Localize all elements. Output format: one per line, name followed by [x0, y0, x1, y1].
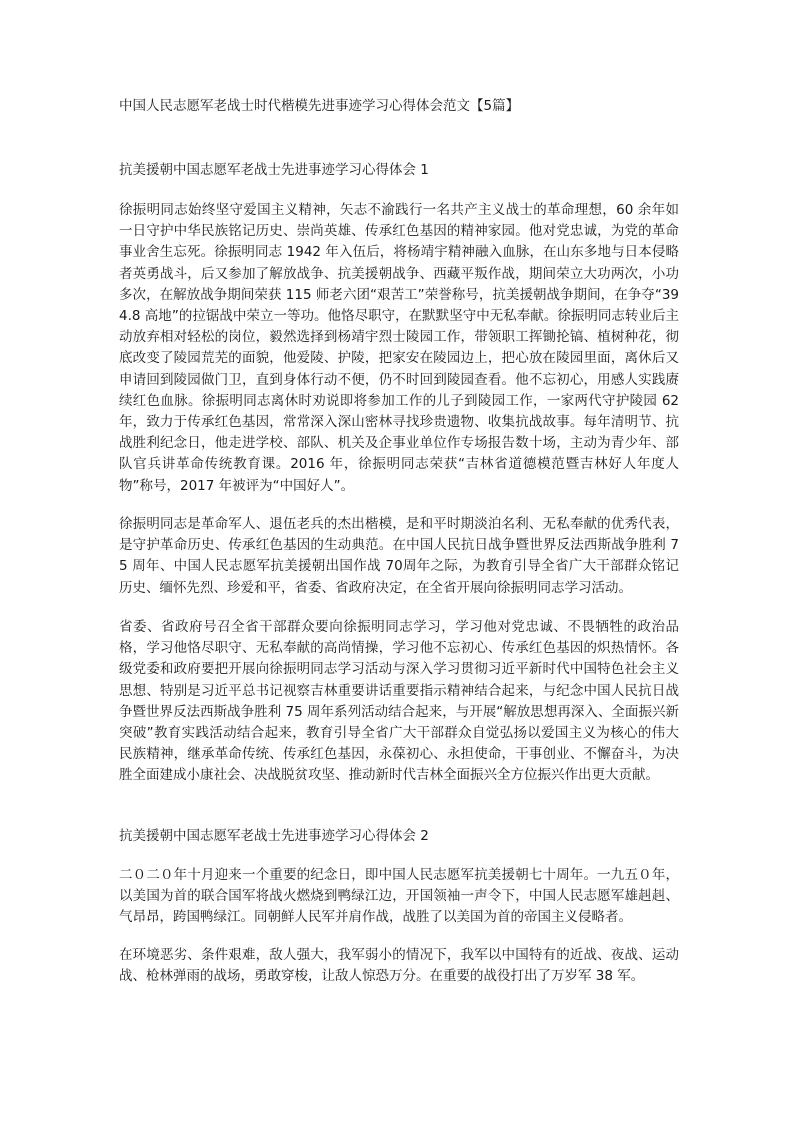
section-1-paragraph-3: 省委、省政府号召全省干部群众要向徐振明同志学习，学习他对党忠诚、不畏牺牲的政治品格，学习他恪尽职守、无私奉献的高尚情操，学习他不忘初心、传承红色基因的炽热情怀。各级党委和政府要把开展向徐振明同志学习活动与深入学习贯彻习近平新时代中国特色社会主义思想、特别是习近平总书记视察吉林重要讲话重要指示精神结合起来，与纪念中国人民抗日战争暨世界反法西斯战争胜利 75 周年系列活动结合起来，与开展“解放思想再深入、全面振兴新突破”教育实践活动结合起来，教育引导全省广大干部群众自觉弘扬以爱国主义为核心的伟大民族精神，继承革命传统、传承红色基因，永葆初心、永担使命，干事创业、不懈奋斗，为决胜全面建成小康社会、决战脱贫攻坚、推动新时代吉林全面振兴全方位振兴作出更大贡献。: [119, 619, 679, 784]
section-1-paragraph-2: 徐振明同志是革命军人、退伍老兵的杰出楷模，是和平时期淡泊名利、无私奉献的优秀代表，是守护革命历史、传承红色基因的生动典范。在中国人民抗日战争暨世界反法西斯战争胜利 75 周年、中国人民志愿军抗美援朝出国作战 70周年之际，为教育引导全省广大干部群众铭记历史、缅怀先烈、珍爱和平，省委、省政府决定，在全省开展向徐振明同志学习活动。: [119, 516, 679, 596]
section-1-paragraph-1: 徐振明同志始终坚守爱国主义精神，矢志不渝践行一名共产主义战士的革命理想，60 余年如一日守护中华民族铭记历史、崇尚英雄、传承红色基因的精神家园。他对党忠诚，为党的革命事业舍生忘死。徐振明同志 1942 年入伍后，将杨靖宇精神融入血脉，在山东多地与日本侵略者英勇战斗，后又参加了解放战争、抗美援朝战争、西藏平叛作战，期间荣立大功两次，小功多次，在解放战争期间荣获 115 师老六团“艰苦工”荣誉称号，抗美援朝战争期间，在争夺“394.8 高地”的拉锯战中荣立一等功。他恪尽职守，在默默坚守中无私奉献。徐振明同志转业后主动放弃相对轻松的岗位，毅然选择到杨靖宇烈士陵园工作，带领职工挥锄抡镐、植树种花，彻底改变了陵园荒芜的面貌，他爱陵、护陵，把家安在陵园边上，把心放在陵园里面，离休后又申请回到陵园做门卫，直到身体行动不便，仍不时回到陵园查看。他不忘初心，用感人实践赓续红色血脉。徐振明同志离休时劝说即将参加工作的儿子到陵园工作，一家两代守护陵园 62 年，致力于传承红色基因，常常深入深山密林寻找珍贵遗物、收集抗战故事。每年清明节、抗战胜利纪念日，他走进学校、部队、机关及企事业单位作专场报告数十场，主动为青少年、部队官兵讲革命传统教育课。2016 年，徐振明同志荣获“吉林省道德模范暨吉林好人年度人物”称号，2017 年被评为“中国好人”。: [119, 202, 679, 494]
section-2-paragraph-2: 在环境恶劣、条件艰难，敌人强大，我军弱小的情况下，我军以中国特有的近战、夜战、运动战、枪林弹雨的战场，勇敢穿梭，让敌人惊恐万分。在重要的战役打出了万岁军 38 军。: [119, 947, 679, 985]
section-heading-2: 抗美援朝中国志愿军老战士先进事迹学习心得体会 2: [119, 828, 429, 844]
document-title: 中国人民志愿军老战士时代楷模先进事迹学习心得体会范文【5篇】: [119, 98, 520, 114]
section-2-paragraph-1: 二０二０年十月迎来一个重要的纪念日，即中国人民志愿军抗美援朝七十周年。一九五０年，以美国为首的联合国军将战火燃烧到鸭绿江边，开国领袖一声令下，中国人民志愿军雄赳赳、气昂昂，跨国鸭绿江。同朝鲜人民军并肩作战，战胜了以美国为首的帝国主义侵略者。: [119, 867, 679, 926]
section-heading-1: 抗美援朝中国志愿军老战士先进事迹学习心得体会 1: [119, 162, 429, 178]
